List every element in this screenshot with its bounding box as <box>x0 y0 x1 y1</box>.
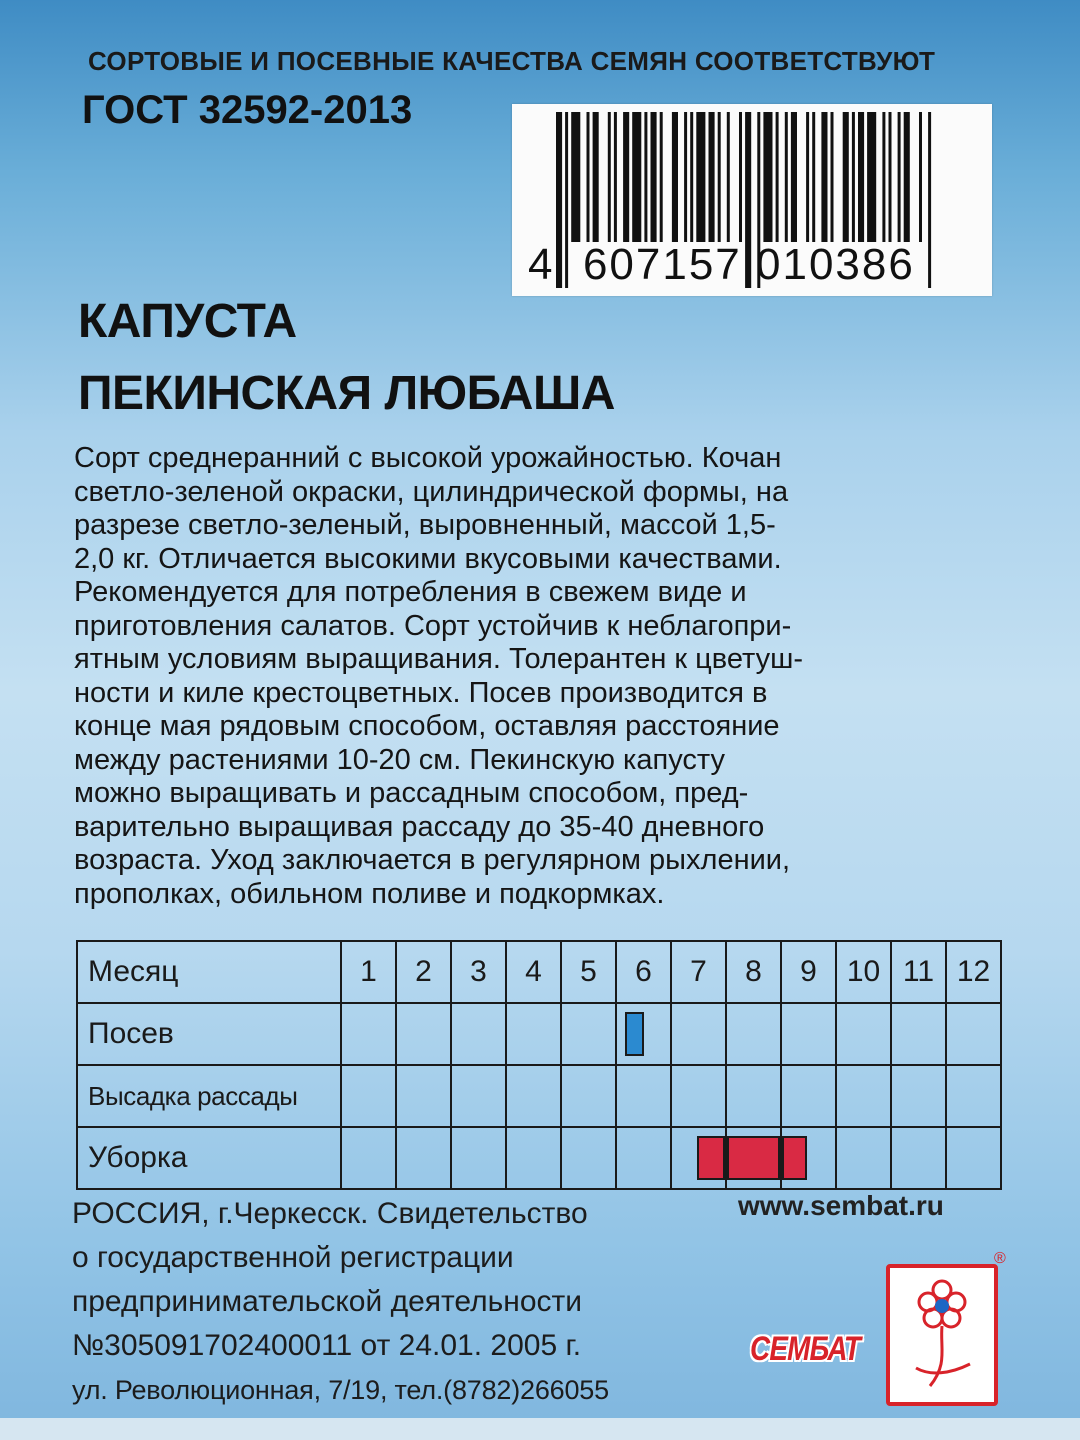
barcode-bar <box>928 112 931 288</box>
barcode-bar <box>785 112 788 242</box>
barcode-bar <box>776 112 779 242</box>
barcode-bar <box>727 112 730 242</box>
calendar-month-1: 1 <box>341 941 396 1003</box>
barcode-bar <box>684 112 687 242</box>
calendar-row-label: Уборка <box>77 1127 341 1189</box>
address-line: ул. Революционная, 7/19, тел.(8782)266055 <box>72 1375 609 1405</box>
barcode-bar <box>739 112 742 242</box>
barcode-bar <box>696 112 705 242</box>
description-line: 2,0 кг. Отличается высокими вкусовыми качествами. <box>74 542 782 575</box>
barcode-bar <box>763 112 772 242</box>
barcode-bar <box>858 112 864 242</box>
barcode-bar <box>632 112 641 242</box>
harvest-period-mark <box>782 1136 807 1180</box>
address-line: о государственной регистрации <box>72 1241 514 1274</box>
calendar-cell <box>561 1127 616 1189</box>
barcode-bar <box>660 112 663 242</box>
barcode-first-digit: 4 <box>528 240 555 289</box>
calendar-cell <box>781 1003 836 1065</box>
calendar-cell <box>671 1127 726 1189</box>
calendar-cell <box>616 1065 671 1127</box>
calendar-cell <box>671 1065 726 1127</box>
logo-text: СЕМБАТ <box>750 1330 861 1368</box>
calendar-cell <box>836 1065 891 1127</box>
description-line: конце мая рядовым способом, оставляя расстояние <box>74 710 780 742</box>
calendar-cell <box>506 1127 561 1189</box>
calendar-month-12: 12 <box>946 941 1001 1003</box>
description-line: светло-зеленой окраски, цилиндрической формы, на <box>74 475 789 508</box>
calendar-cell <box>891 1065 946 1127</box>
barcode-bar <box>587 112 590 242</box>
barcode-bar <box>812 112 815 242</box>
barcode-bar <box>718 112 721 242</box>
calendar-cell <box>616 1003 671 1065</box>
calendar-month-2: 2 <box>396 941 451 1003</box>
calendar-cell <box>341 1003 396 1065</box>
barcode-bar <box>882 112 885 242</box>
barcode-bar <box>651 112 657 242</box>
calendar-cell <box>396 1127 451 1189</box>
barcode-bar <box>623 112 629 242</box>
barcode-bar <box>843 112 849 242</box>
barcode-digits <box>528 240 915 290</box>
address-line: №305091702400011 от 24.01. 2005 г. <box>72 1329 582 1362</box>
calendar-month-label: Месяц <box>77 941 341 1003</box>
calendar-cell <box>781 1127 836 1189</box>
description-line: разрезе светло-зеленый, выровненный, массой 1,5- <box>74 509 776 541</box>
barcode-bar <box>672 112 678 242</box>
calendar-cell <box>561 1003 616 1065</box>
sowing-calendar <box>76 940 1002 1190</box>
barcode-bar <box>831 112 834 242</box>
calendar-row-transplant <box>77 1065 1001 1127</box>
website: www.sembat.ru <box>738 1190 944 1221</box>
barcode-bar <box>791 112 797 242</box>
sowing-period-mark <box>625 1012 644 1056</box>
sembat-logo <box>886 1264 998 1406</box>
calendar-month-3: 3 <box>451 941 506 1003</box>
barcode-group-1: 607157 <box>582 240 742 289</box>
description-line: ятным условиям выращивания. Толерантен к цветуш- <box>74 643 804 675</box>
calendar-cell <box>616 1127 671 1189</box>
barcode-bar <box>571 112 580 242</box>
calendar-cell <box>946 1127 1001 1189</box>
calendar-cell <box>836 1003 891 1065</box>
calendar-month-7: 7 <box>671 941 726 1003</box>
barcode <box>512 104 992 296</box>
registered-mark: ® <box>994 1250 1006 1267</box>
description-line: можно выращивать и рассадным способом, пред- <box>74 777 749 809</box>
calendar-row-harvest <box>77 1127 1001 1189</box>
description-line: между растениями 10-20 см. Пекинскую капусту <box>74 743 725 776</box>
harvest-period-mark <box>697 1136 725 1180</box>
certification-text: СОРТОВЫЕ И ПОСЕВНЫЕ КАЧЕСТВА СЕМЯН СООТВЕТСТВУЮТ <box>88 46 936 76</box>
calendar-cell <box>396 1065 451 1127</box>
barcode-bar <box>644 112 647 242</box>
calendar-cell <box>836 1127 891 1189</box>
calendar-header-row <box>77 941 1001 1003</box>
description-line: приготовления салатов. Сорт устойчив к неблагопри- <box>74 609 792 642</box>
product-title-line2: ПЕКИНСКАЯ ЛЮБАША <box>78 367 615 420</box>
calendar-month-10: 10 <box>836 941 891 1003</box>
producer-address <box>72 1192 609 1412</box>
description-line: возраста. Уход заключается в регулярном рыхлении, <box>74 844 791 876</box>
address-line: предпринимательской деятельности <box>72 1285 582 1318</box>
barcode-bar <box>898 112 901 242</box>
description-line: Сорт среднеранний с высокой урожайностью. Кочан <box>74 442 782 474</box>
barcode-bar <box>614 112 617 242</box>
calendar-cell <box>946 1003 1001 1065</box>
description <box>74 442 1024 911</box>
calendar-cell <box>341 1065 396 1127</box>
calendar-cell <box>671 1003 726 1065</box>
barcode-bar <box>806 112 809 242</box>
calendar-month-11: 11 <box>891 941 946 1003</box>
description-line: ности и киле крестоцветных. Посев производится в <box>74 676 768 709</box>
barcode-bar <box>919 112 922 242</box>
barcode-bar <box>709 112 715 242</box>
calendar-row-sowing <box>77 1003 1001 1065</box>
calendar-cell <box>726 1127 781 1189</box>
calendar-cell <box>451 1003 506 1065</box>
flower-icon <box>890 1268 994 1402</box>
description-line: варительно выращивая рассаду до 35-40 дневного <box>74 810 765 843</box>
calendar-cell <box>451 1065 506 1127</box>
barcode-bar <box>904 112 910 242</box>
description-line: прополках, обильном поливе и подкормках. <box>74 877 665 910</box>
calendar-month-8: 8 <box>726 941 781 1003</box>
calendar-month-4: 4 <box>506 941 561 1003</box>
address-line: РОССИЯ, г.Черкесск. Свидетельство <box>72 1197 588 1230</box>
calendar-cell <box>506 1003 561 1065</box>
barcode-bar <box>889 112 892 242</box>
calendar-cell <box>396 1003 451 1065</box>
harvest-period-mark <box>727 1136 780 1180</box>
calendar-cell <box>561 1065 616 1127</box>
barcode-bar <box>867 112 876 242</box>
calendar-month-9: 9 <box>781 941 836 1003</box>
calendar-cell <box>341 1127 396 1189</box>
calendar-month-6: 6 <box>616 941 671 1003</box>
calendar-cell <box>451 1127 506 1189</box>
product-title-line1: КАПУСТА <box>78 295 297 348</box>
barcode-bar <box>608 112 611 242</box>
package-edge <box>0 1418 1080 1440</box>
gost-number: ГОСТ 32592-2013 <box>82 88 413 132</box>
barcode-bar <box>690 112 693 242</box>
calendar-cell <box>726 1065 781 1127</box>
calendar-cell <box>781 1065 836 1127</box>
calendar-cell <box>891 1127 946 1189</box>
barcode-bar <box>593 112 599 242</box>
calendar-row-label: Посев <box>77 1003 341 1065</box>
calendar-cell <box>506 1065 561 1127</box>
calendar-cell <box>946 1065 1001 1127</box>
description-line: Рекомендуется для потребления в свежем виде и <box>74 576 747 608</box>
calendar-cell <box>891 1003 946 1065</box>
barcode-group-2: 010386 <box>756 240 915 289</box>
calendar-cell <box>726 1003 781 1065</box>
barcode-bar <box>852 112 855 242</box>
calendar-row-label: Высадка рассады <box>77 1065 341 1127</box>
barcode-bar <box>821 112 827 242</box>
calendar-month-5: 5 <box>561 941 616 1003</box>
